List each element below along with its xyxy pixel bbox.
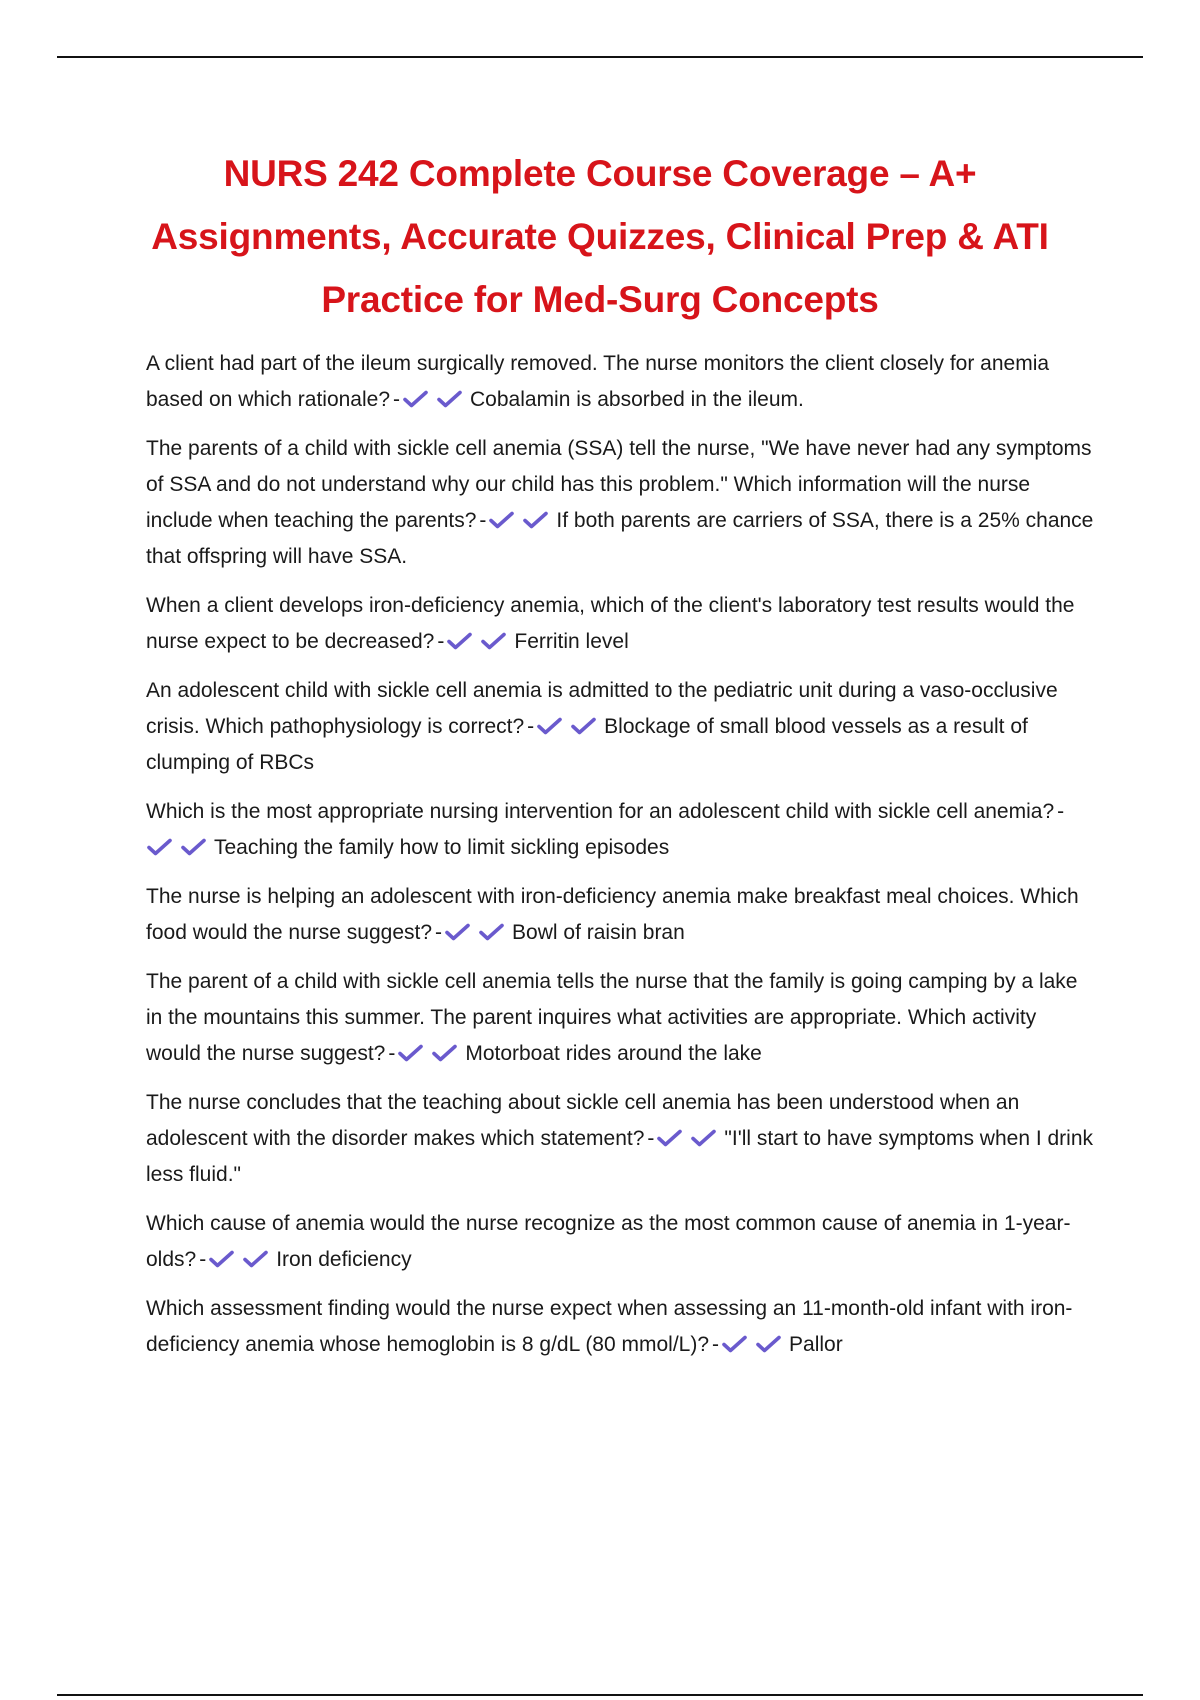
separator: - [647, 1127, 655, 1150]
check-icon [721, 1335, 748, 1353]
qa-item [146, 1291, 1096, 1363]
check-icon [242, 1250, 269, 1268]
check-icon [208, 1250, 235, 1268]
question-text: The parent of a child with sickle cell anemia tells the nurse that the family is going camping by a lake in the mountains this summer. The parent inquires what activities are appropriate. Which activity would the nurse suggest? [146, 970, 1078, 1065]
document-title: NURS 242 Complete Course Coverage – A+ Assignments, Accurate Quizzes, Clinical Prep & ATI Practice for Med-Surg Concepts [151, 153, 1049, 320]
check-icon [656, 1129, 683, 1147]
separator: - [388, 1042, 396, 1065]
question-text: The nurse concludes that the teaching about sickle cell anemia has been understood when an adolescent with the disorder makes which statement? [146, 1091, 1020, 1150]
question-answer-list [146, 346, 1096, 1376]
qa-item [146, 964, 1096, 1072]
answer-text: Pallor [789, 1333, 843, 1356]
check-icon [397, 1044, 424, 1062]
check-icon [431, 1044, 458, 1062]
separator: - [437, 630, 445, 653]
answer-text: Teaching the family how to limit sickling episodes [214, 836, 670, 859]
qa-item [146, 794, 1096, 866]
question-text: Which is the most appropriate nursing intervention for an adolescent child with sickle cell anemia? [146, 800, 1055, 823]
check-icon [402, 390, 429, 408]
separator: - [479, 509, 487, 532]
check-icon [444, 923, 471, 941]
answer-text: Blockage of small blood vessels as a result of clumping of RBCs [146, 715, 1028, 774]
check-icon [570, 717, 597, 735]
separator: - [527, 715, 535, 738]
question-text: A client had part of the ileum surgically removed. The nurse monitors the client closely for anemia based on which rationale? [146, 352, 1050, 411]
qa-item [146, 1206, 1096, 1278]
answer-text: Bowl of raisin bran [512, 921, 685, 944]
separator: - [435, 921, 443, 944]
qa-item [146, 431, 1096, 575]
qa-item [146, 1085, 1096, 1193]
question-text: Which cause of anemia would the nurse recognize as the most common cause of anemia in 1-year-olds? [146, 1212, 1071, 1271]
check-icon [146, 838, 173, 856]
check-icon [755, 1335, 782, 1353]
qa-item [146, 879, 1096, 951]
answer-text: Iron deficiency [276, 1248, 412, 1271]
bottom-rule [57, 1694, 1143, 1696]
answer-text: "I'll start to have symptoms when I drink less fluid." [146, 1127, 1094, 1186]
qa-item [146, 588, 1096, 660]
question-text: The nurse is helping an adolescent with iron-deficiency anemia make breakfast meal choices. Which food would the nurse suggest? [146, 885, 1079, 944]
answer-text: Motorboat rides around the lake [465, 1042, 762, 1065]
separator: - [1057, 800, 1065, 823]
answer-text: Ferritin level [514, 630, 629, 653]
question-text: When a client develops iron-deficiency anemia, which of the client's laboratory test results would the nurse expect to be decreased? [146, 594, 1075, 653]
separator: - [393, 388, 401, 411]
check-icon [446, 632, 473, 650]
check-icon [180, 838, 207, 856]
check-icon [690, 1129, 717, 1147]
check-icon [536, 717, 563, 735]
question-text: An adolescent child with sickle cell anemia is admitted to the pediatric unit during a vaso-occlusive crisis. Which pathophysiology is correct? [146, 679, 1058, 738]
question-text: The parents of a child with sickle cell anemia (SSA) tell the nurse, "We have never had any symptoms of SSA and do not understand why our child has this problem." Which information will the nurse include when teaching the parents? [146, 437, 1092, 532]
question-text: Which assessment finding would the nurse expect when assessing an 11-month-old infant with iron-deficiency anemia whose hemoglobin is 8 g/dL (80 mmol/L)? [146, 1297, 1073, 1356]
check-icon [478, 923, 505, 941]
check-icon [488, 511, 515, 529]
answer-text: If both parents are carriers of SSA, there is a 25% chance that offspring will have SSA. [146, 509, 1094, 568]
separator: - [712, 1333, 720, 1356]
check-icon [436, 390, 463, 408]
qa-item [146, 346, 1096, 418]
separator: - [199, 1248, 207, 1271]
qa-item [146, 673, 1096, 781]
answer-text: Cobalamin is absorbed in the ileum. [470, 388, 804, 411]
top-rule [57, 56, 1143, 58]
check-icon [522, 511, 549, 529]
check-icon [480, 632, 507, 650]
